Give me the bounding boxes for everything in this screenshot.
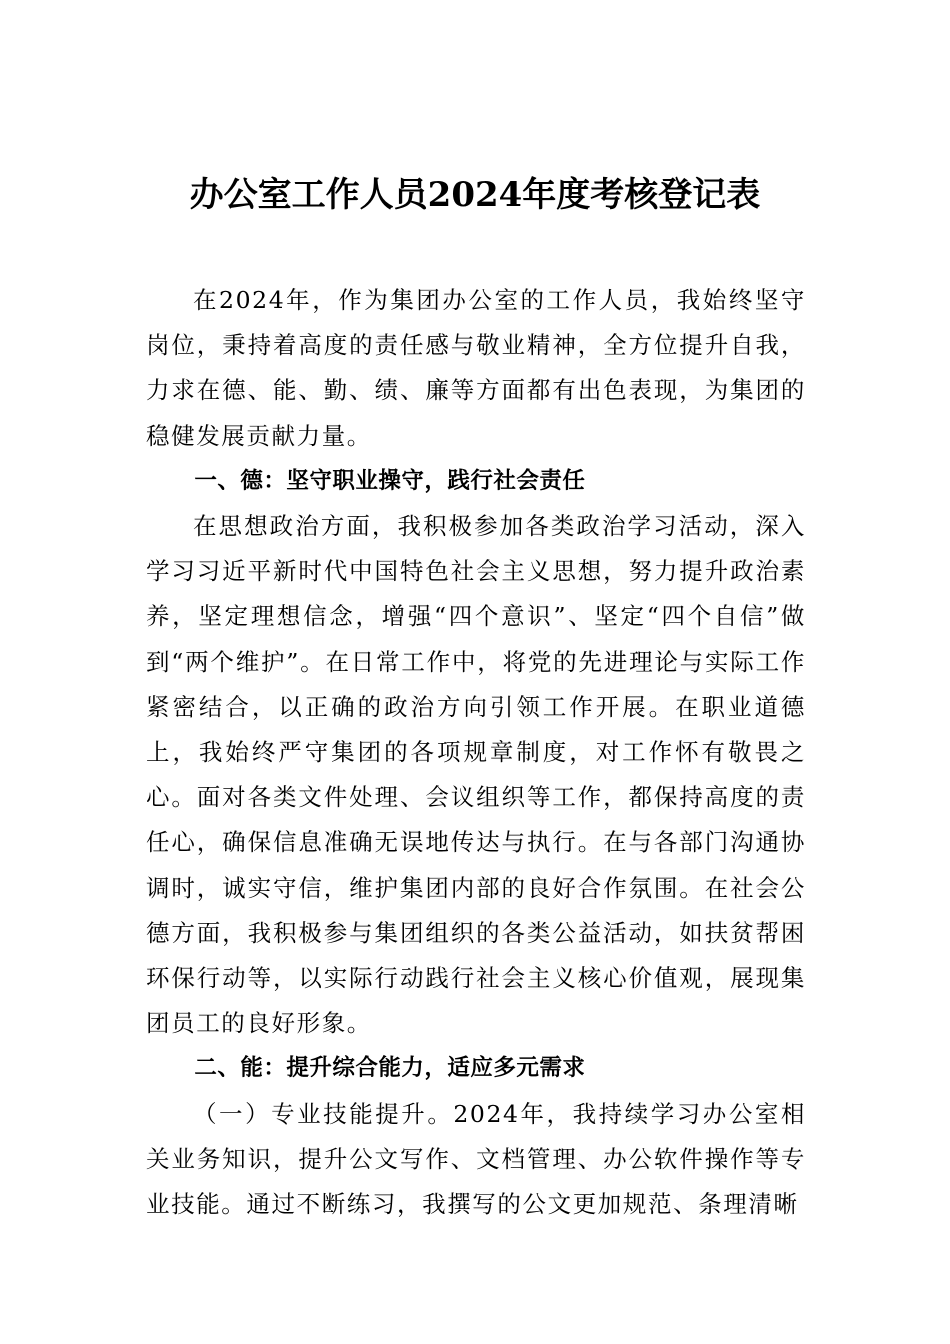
section-heading-virtue: 一、德：坚守职业操守，践行社会责任 xyxy=(194,467,586,494)
section-heading-ability: 二、能：提升综合能力，适应多元需求 xyxy=(194,1055,586,1082)
intro-paragraph: 在2024年，作为集团办公室的工作人员，我始终坚守岗位，秉持着高度的责任感与敬业精神，全方位提升自我，力求在德、能、勤、绩、廉等方面都有出色表现，为集团的稳健发展贡献力量。 xyxy=(146,286,806,450)
document-body xyxy=(146,278,806,1227)
section-paragraph-virtue: 在思想政治方面，我积极参加各类政治学习活动，深入学习习近平新时代中国特色社会主义思想，努力提升政治素养，坚定理想信念，增强“四个意识”、坚定“四个自信”做到“两个维护”。在日常工作中，将党的先进理论与实际工作紧密结合，以正确的政治方向引领工作开展。在职业道德上，我始终严守集团的各项规章制度，对工作怀有敬畏之心。面对各类文件处理、会议组织等工作，都保持高度的责任心，确保信息准确无误地传达与执行。在与各部门沟通协调时，诚实守信，维护集团内部的良好合作氛围。在社会公德方面，我积极参与集团组织的各类公益活动，如扶贫帮困环保行动等，以实际行动践行社会主义核心价值观，展现集团员工的良好形象。 xyxy=(146,512,806,1038)
section-paragraph-ability: （一）专业技能提升。2024年，我持续学习办公室相关业务知识，提升公文写作、文档管理、办公软件操作等专业技能。通过不断练习，我撰写的公文更加规范、条理清晰 xyxy=(146,1099,806,1219)
document-title: 办公室工作人员2024年度考核登记表 xyxy=(189,175,761,215)
